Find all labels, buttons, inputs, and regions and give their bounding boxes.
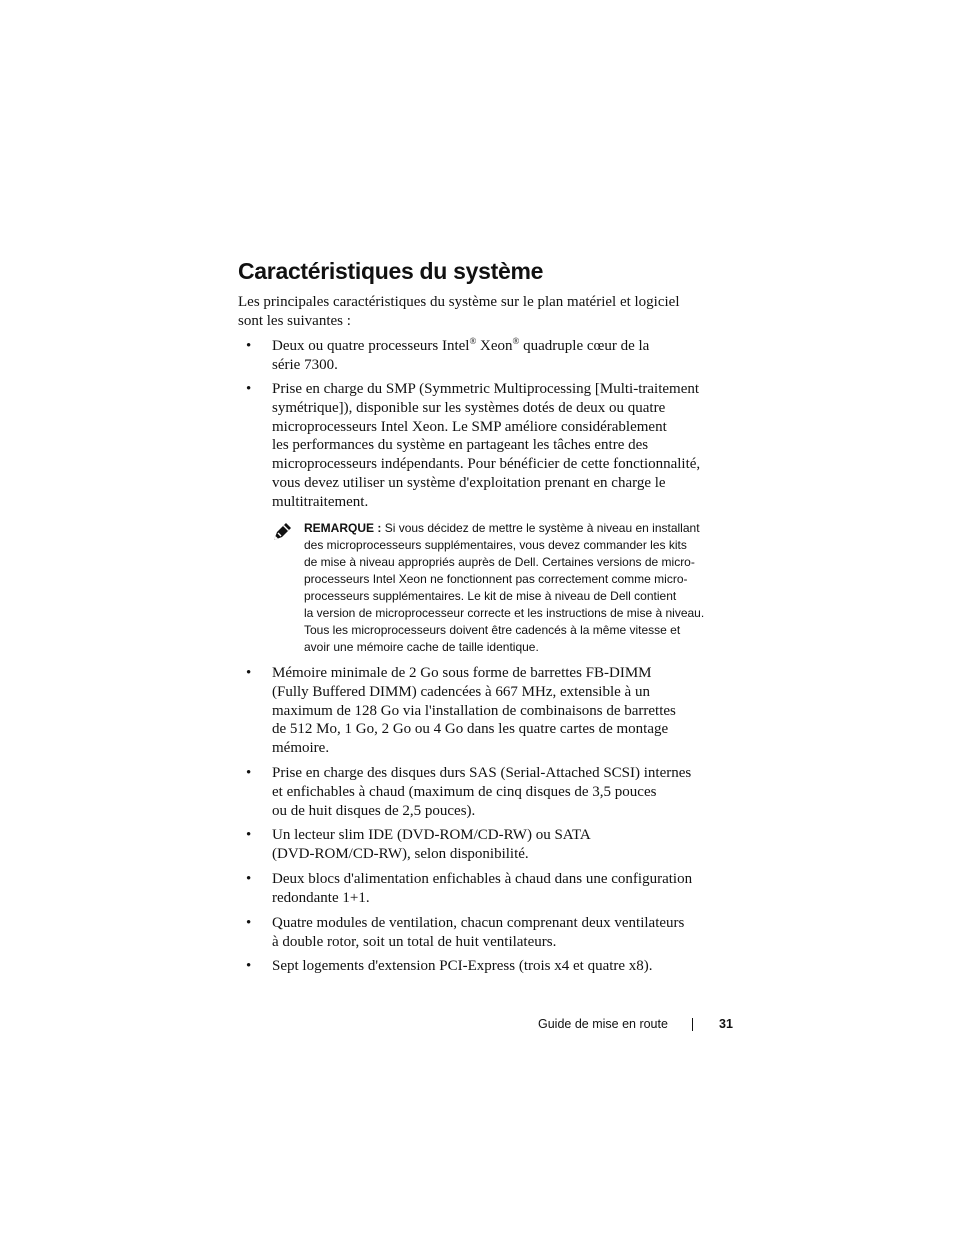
list-item: [238, 957, 738, 976]
list-item-line: Deux blocs d'alimentation enfichables à chaud dans une configuration: [272, 871, 693, 887]
list-item-line: Prise en charge des disques durs SAS (Serial-Attached SCSI) internes: [272, 765, 692, 781]
list-item-line: (Fully Buffered DIMM) cadencées à 667 MHz, extensible à un: [272, 683, 650, 700]
note-line: Si vous décidez de mettre le système à niveau en installant: [384, 521, 700, 535]
list-item-line: ou de huit disques de 2,5 pouces).: [272, 802, 476, 819]
note-block: [272, 520, 742, 656]
list-item-line: les performances du système en partageant les tâches entre des: [272, 437, 649, 454]
registered-mark: ®: [512, 336, 520, 346]
list-item-line: Prise en charge du SMP (Symmetric Multiprocessing [Multi-traitement: [272, 381, 700, 397]
list-item-line: maximum de 128 Go via l'installation de combinaisons de barrettes: [272, 702, 676, 719]
bullet-marker: •: [246, 765, 252, 781]
list-item: [238, 870, 738, 908]
list-item-line: à double rotor, soit un total de huit ventilateurs.: [272, 933, 557, 950]
list-item-line: Un lecteur slim IDE (DVD-ROM/CD-RW) ou SATA: [272, 827, 591, 843]
list-item: [238, 664, 738, 758]
list-item: [238, 337, 738, 375]
list-item-line: Deux ou quatre processeurs Intel® Xeon® quadruple cœur de la: [272, 336, 650, 354]
note-line: la version de microprocesseur correcte et les instructions de mise à niveau.: [304, 606, 705, 620]
list-item-line: de 512 Mo, 1 Go, 2 Go ou 4 Go dans les quatre cartes de montage: [272, 721, 669, 738]
bullet-marker: •: [246, 827, 252, 843]
list-item-line: Mémoire minimale de 2 Go sous forme de barrettes FB-DIMM: [272, 665, 652, 681]
bullet-marker: •: [246, 338, 252, 354]
footer-title: Guide de mise en route: [538, 1017, 668, 1031]
note-line: Tous les microprocesseurs doivent être cadencés à la même vitesse et: [304, 623, 681, 637]
list-item-line: multitraitement.: [272, 493, 369, 510]
list-item: [238, 380, 738, 512]
list-item-line: série 7300.: [272, 356, 338, 373]
intro-line: Les principales caractéristiques du système sur le plan matériel et logiciel: [238, 294, 680, 310]
bullet-marker: •: [246, 958, 252, 974]
list-item-line: et enfichables à chaud (maximum de cinq disques de 3,5 pouces: [272, 783, 657, 800]
intro-paragraph: [238, 293, 738, 331]
note-line: de mise à niveau appropriés auprès de Dell. Certaines versions de micro-: [304, 555, 695, 569]
bullet-marker: •: [246, 871, 252, 887]
footer-divider: [692, 1018, 693, 1031]
page-number: 31: [719, 1017, 733, 1031]
list-item-line: (DVD-ROM/CD-RW), selon disponibilité.: [272, 845, 529, 862]
list-item-line: microprocesseurs indépendants. Pour bénéficier de cette fonctionnalité,: [272, 456, 701, 473]
note-line: processeurs Intel Xeon ne fonctionnent pas correctement comme micro-: [304, 572, 688, 586]
list-item-line: Sept logements d'extension PCI-Express (trois x4 et quatre x8).: [272, 958, 653, 974]
list-item-line: symétrique]), disponible sur les systèmes dotés de deux ou quatre: [272, 399, 666, 416]
list-item: [238, 826, 738, 864]
list-item-line: mémoire.: [272, 740, 330, 757]
note-line: avoir une mémoire cache de taille identique.: [304, 640, 539, 654]
list-item: [238, 914, 738, 952]
list-item: [238, 764, 738, 820]
page-title: Caractéristiques du système: [238, 258, 544, 284]
intro-line: sont les suivantes :: [238, 313, 351, 329]
list-item-line: redondante 1+1.: [272, 889, 370, 906]
list-item-line: microprocesseurs Intel Xeon. Le SMP améliore considérablement: [272, 418, 667, 435]
note-line: processeurs supplémentaires. Le kit de mise à niveau de Dell contient: [304, 589, 677, 603]
list-item-line: vous devez utiliser un système d'exploitation prenant en charge le: [272, 474, 666, 491]
list-item-line: Quatre modules de ventilation, chacun comprenant deux ventilateurs: [272, 915, 685, 931]
bullet-marker: •: [246, 665, 252, 681]
bullet-marker: •: [246, 915, 252, 931]
pencil-note-icon: [272, 522, 292, 542]
registered-mark: ®: [469, 336, 477, 346]
bullet-marker: •: [246, 381, 252, 397]
note-line: des microprocesseurs supplémentaires, vous devez commander les kits: [304, 538, 687, 552]
note-label: REMARQUE :: [304, 521, 382, 535]
